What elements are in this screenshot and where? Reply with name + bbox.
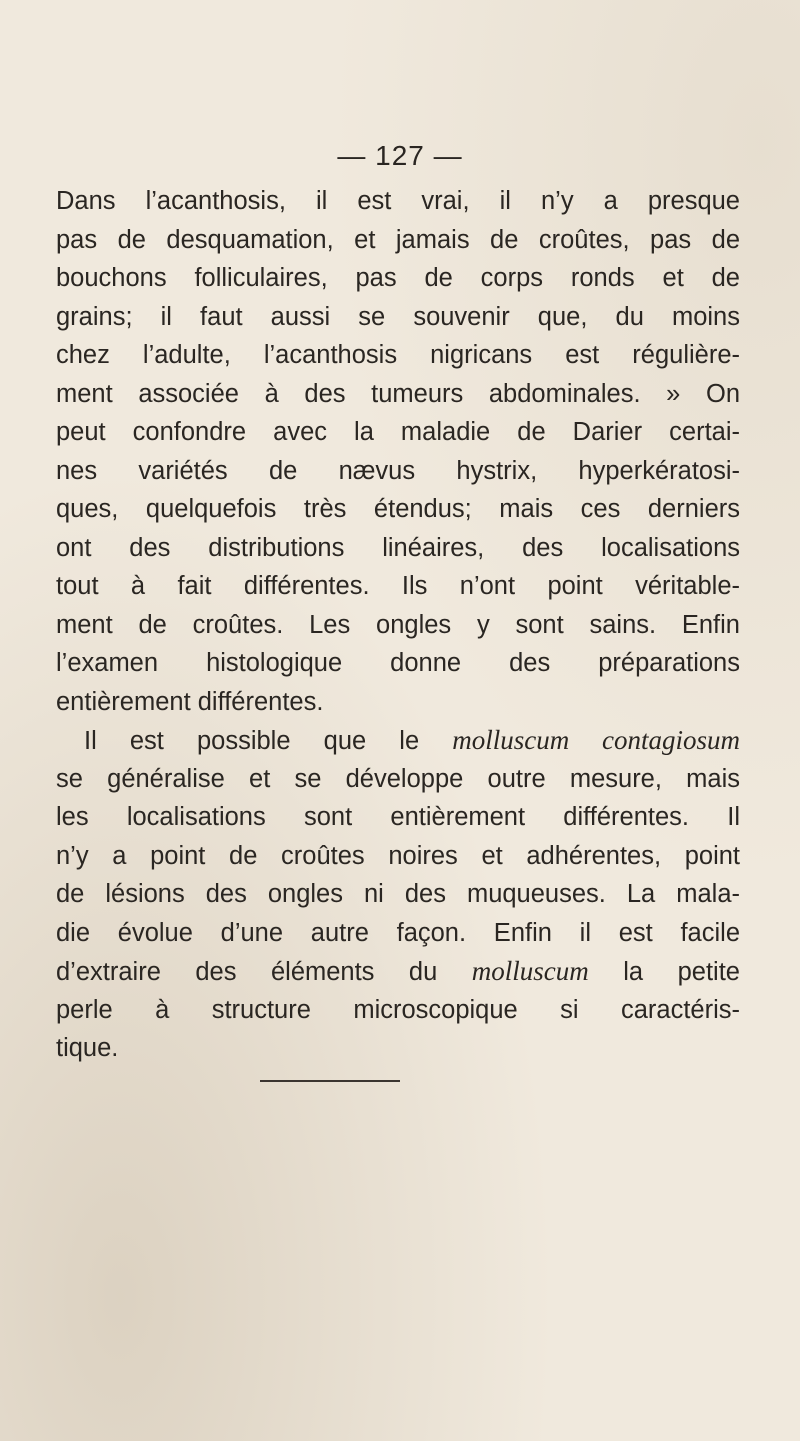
italic-term: molluscum contagiosum: [452, 725, 740, 755]
text-line: bouchons folliculaires, pas de corps ronds et de: [56, 264, 740, 292]
text-line: l’examen histologique donne des préparations: [56, 649, 740, 677]
body-text: [56, 182, 740, 1068]
page-number: — 127 —: [337, 140, 463, 171]
text-run: la petite: [588, 958, 740, 986]
text-line: ment de croûtes. Les ongles y sont sains. Enfin: [56, 610, 740, 639]
text-line: pas de desquamation, et jamais de croûtes, pas de: [56, 225, 740, 254]
text-line: grains; il faut aussi se souvenir que, du moins: [56, 302, 740, 331]
text-line: chez l’adulte, l’acanthosis nigricans est régulière-: [56, 341, 740, 369]
text-line: n’y a point de croûtes noires et adhérentes, point: [56, 841, 740, 870]
text-line: de lésions des ongles ni des muqueuses. La mala-: [56, 880, 740, 908]
text-line: [56, 721, 740, 760]
text-run: d’extraire des éléments du: [56, 958, 472, 986]
section-divider: [260, 1080, 400, 1082]
text-line: peut confondre avec la maladie de Darier certai-: [56, 418, 740, 446]
italic-term: molluscum: [471, 956, 589, 986]
text-line: ont des distributions linéaires, des localisations: [56, 533, 740, 562]
text-run: Il est possible que le: [84, 727, 453, 755]
text-line: entièrement différentes.: [56, 687, 324, 716]
text-line: Dans l’acanthosis, il est vrai, il n’y a presque: [56, 187, 740, 215]
text-line: perle à structure microscopique si caractéris-: [56, 995, 740, 1024]
text-line: les localisations sont entièrement différentes. Il: [56, 803, 740, 831]
text-line: se généralise et se développe outre mesure, mais: [56, 764, 740, 793]
text-line: die évolue d’une autre façon. Enfin il est facile: [56, 918, 740, 947]
text-line: nes variétés de nævus hystrix, hyperkératosi-: [56, 456, 740, 485]
text-line: tique.: [56, 1034, 119, 1062]
text-line: [56, 952, 740, 991]
text-line: ques, quelquefois très étendus; mais ces derniers: [56, 495, 740, 523]
text-line: tout à fait différentes. Ils n’ont point véritable-: [56, 572, 740, 600]
text-line: ment associée à des tumeurs abdominales. » On: [56, 379, 740, 408]
